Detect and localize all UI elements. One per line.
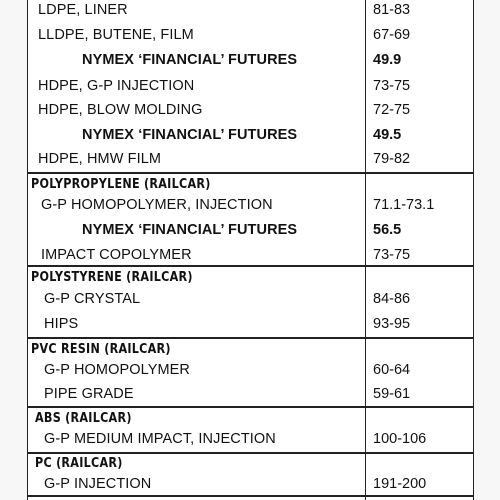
resin-label: HDPE, HMW FILM [38, 151, 162, 167]
resin-label: G-P HOMOPOLYMER [44, 362, 190, 378]
section-divider [28, 337, 473, 339]
resin-label: HDPE, BLOW MOLDING [38, 102, 203, 118]
resin-label: LLDPE, BUTENE, FILM [38, 27, 194, 43]
price-value: 60-64 [373, 362, 411, 378]
section-divider [28, 406, 473, 408]
price-value: 73-75 [373, 247, 411, 263]
section-divider [28, 495, 473, 497]
futures-label: NYMEX ‘FINANCIAL’ FUTURES [82, 52, 298, 68]
futures-label: NYMEX ‘FINANCIAL’ FUTURES [82, 222, 298, 238]
futures-value: 56.5 [373, 222, 402, 238]
price-value: 100-106 [373, 431, 427, 447]
price-value: 71.1-73.1 [373, 197, 435, 213]
futures-label: NYMEX ‘FINANCIAL’ FUTURES [82, 127, 298, 143]
section-divider [28, 452, 473, 454]
price-value: 73-75 [373, 78, 411, 94]
futures-value: 49.5 [373, 127, 402, 143]
futures-value: 49.9 [373, 52, 402, 68]
price-value: 84-86 [373, 291, 411, 307]
category-heading: POLYSTYRENE (RAILCAR) [31, 270, 193, 285]
price-table [27, 0, 474, 500]
category-heading: PC (RAILCAR) [35, 456, 123, 471]
price-value: 79-82 [373, 151, 411, 167]
price-value: 67-69 [373, 27, 411, 43]
price-value: 72-75 [373, 102, 411, 118]
resin-label: HDPE, G-P INJECTION [38, 78, 195, 94]
column-separator [365, 0, 366, 500]
resin-label: G-P MEDIUM IMPACT, INJECTION [44, 431, 276, 447]
price-value: 59-61 [373, 386, 411, 402]
price-value: 191-200 [373, 476, 427, 492]
price-value: 81-83 [373, 2, 411, 18]
resin-label: G-P CRYSTAL [44, 291, 141, 307]
section-divider [28, 172, 473, 174]
category-heading: ABS (RAILCAR) [35, 411, 132, 426]
resin-label: G-P INJECTION [44, 476, 152, 492]
category-heading: PVC RESIN (RAILCAR) [31, 342, 171, 357]
resin-label: HIPS [44, 316, 79, 332]
resin-label: PIPE GRADE [44, 386, 134, 402]
category-heading: POLYPROPYLENE (RAILCAR) [31, 177, 211, 192]
resin-label: LDPE, LINER [38, 2, 128, 18]
resin-label: G-P HOMOPOLYMER, INJECTION [41, 197, 273, 213]
price-value: 93-95 [373, 316, 411, 332]
resin-label: IMPACT COPOLYMER [41, 247, 192, 263]
section-divider [28, 265, 473, 267]
